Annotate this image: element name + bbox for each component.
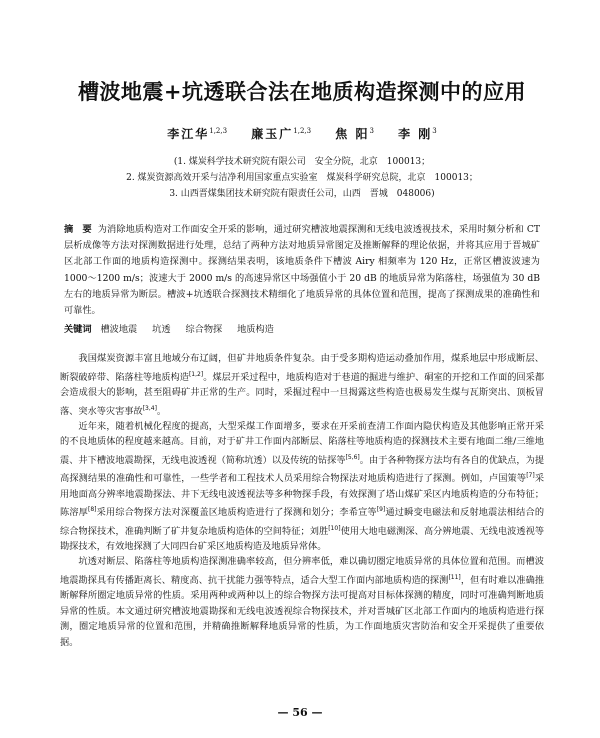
affiliation-line: (1. 煤炭科学技术研究院有限公司 安全分院，北京 100013； (173, 157, 431, 167)
citation: [1,2] (188, 370, 204, 378)
author-affil-marker: 1,2,3 (209, 127, 228, 135)
author-name: 李江华 (167, 127, 210, 141)
paragraph: 我国煤炭资源丰富且地域分布辽阔，但矿井地质条件复杂。由于受多期构造运动叠加作用，煤系地层中形成断层、断裂破碎带、陷落柱等地质构造[1,2]。煤层开采过程中，地质构造对于巷道的掘进与维护、硐室的开挖和工作面的回采都会造成很大的影响，甚至阻碍矿井正常的生产。同时，采掘过程中一旦揭露这些构造也极易发生煤与瓦斯突出、顶板冒落、突水等灾害事故[3,4]。 (60, 353, 545, 417)
citation: [9] (376, 506, 386, 514)
affiliations (60, 154, 544, 202)
citation: [8] (88, 506, 97, 514)
author-affil-marker: 3 (369, 127, 374, 135)
citation: [5,6] (345, 453, 360, 461)
citation: [11] (448, 573, 461, 581)
author (251, 125, 311, 142)
abstract-text: 为消除地质构造对工作面安全开采的影响，通过研究槽波地震探测和无线电波透视技术，采用时频分析和 CT 层析成像等方法对探测数据进行处理，总结了两种方法对地质异常图定及推断解释的理论依据，并将其应用于晋城矿区北部工作面的地质构造探测中。探测结果表明，该地质条件下槽波 Airy 相频率为 120 Hz，正常区槽波波速为 1000～1200 m/s；波速大于 2000 m/s 的高速异常区中场强值小于 20 dB 的地质异常为陷落柱，场强值为 30 dB 左右的地质异常为断层。槽波+坑透联合探测技术精细化了地质异常的具体位置和范围，提高了探测成果的准确性和可靠性。 (64, 224, 541, 317)
abstract (60, 222, 544, 319)
affiliation-line: 2. 煤炭资源高效开采与洁净利用国家重点实验室 煤炭科学研究总院，北京 100013； (126, 173, 478, 183)
paper-title: 槽波地震+坑透联合法在地质构造探测中的应用 (77, 79, 527, 104)
author-name: 焦 阳 (335, 127, 370, 141)
author-name: 李 刚 (398, 127, 433, 141)
citation: [7] (526, 472, 535, 480)
citation: [3,4] (142, 404, 157, 412)
author (335, 125, 374, 142)
page-number: — 56 — (277, 706, 323, 719)
author-list (60, 125, 544, 142)
keyword: 槽波地震 (100, 324, 138, 336)
author-affil-marker: 3 (432, 127, 437, 135)
author-affil-marker: 1,2,3 (293, 127, 312, 135)
body-text (60, 351, 544, 650)
author (398, 125, 437, 142)
citation: [10] (328, 524, 341, 532)
affiliation-line: 3. 山西晋煤集团技术研究院有限责任公司，山西 晋城 048006) (169, 189, 435, 199)
keywords-label: 关键词 (64, 324, 92, 336)
keyword: 综合物探 (185, 324, 223, 336)
keyword: 地质构造 (237, 324, 274, 336)
author (167, 125, 227, 142)
paragraph: 近年来，随着机械化程度的提高，大型采煤工作面增多，要求在开采前查清工作面内隐伏构造及其他影响正常开采的不良地质体的程度越来越高。目前，对于矿井工作面内部断层、陷落柱等地质构造的探测技术主要有地面二维/三维地震、井下槽波地震勘探，无线电波透视（简称坑透）以及传统的钻探等[5,6]。由于各种物探方法均有各自的优缺点，为提高探测结果的准确性和可靠性，一些学者和工程技术人员采用综合物探法对地质构造进行了探测。例如，卢国策等[7]采用地面高分辨率地震勘探法、井下无线电波透视法等多种物探手段，有效探测了塔山煤矿采区内地质构造的分布特征；陈溶厚[8]采用综合物探方法对深覆盖区地质构造进行了探测和划分；李希宣等[9]通过瞬变电磁法和反射地震法相结合的综合物探技术，准确判断了矿井复杂地质构造体的空间特征；刘胜[10]使用大地电磁测深、高分辨地震、无线电波透视等勘探技术，有效地探测了大同四台矿采区地质构造及地质异常体。 (60, 420, 545, 553)
keyword: 坑透 (152, 324, 171, 336)
author-name: 廉玉广 (251, 127, 294, 141)
abstract-label: 摘 要 (64, 224, 92, 235)
paragraph: 坑透对断层、陷落柱等地质构造探测准确率较高，但分辨率低，难以确切圈定地质异常的具体位置和范围。而槽波地震勘探具有传播距离长、精度高、抗干扰能力强等特点，适合大型工作面内部地质构造的探测[11]，但有时难以准确推断解释所圈定地质异常的性质。采用两种或两种以上的综合物探方法可提高对目标体探测的精度，同时可准确判断地质异常的性质。本文通过研究槽波地震勘探和无线电波透视综合物探技术，并对晋城矿区北部工作面内的地质构造进行探测，圈定地质异常的位置和范围，并精确推断解释地质异常的性质，为工作面地质灾害防治和安全开采提供了重要依据。 (60, 556, 545, 648)
keywords (60, 321, 544, 335)
